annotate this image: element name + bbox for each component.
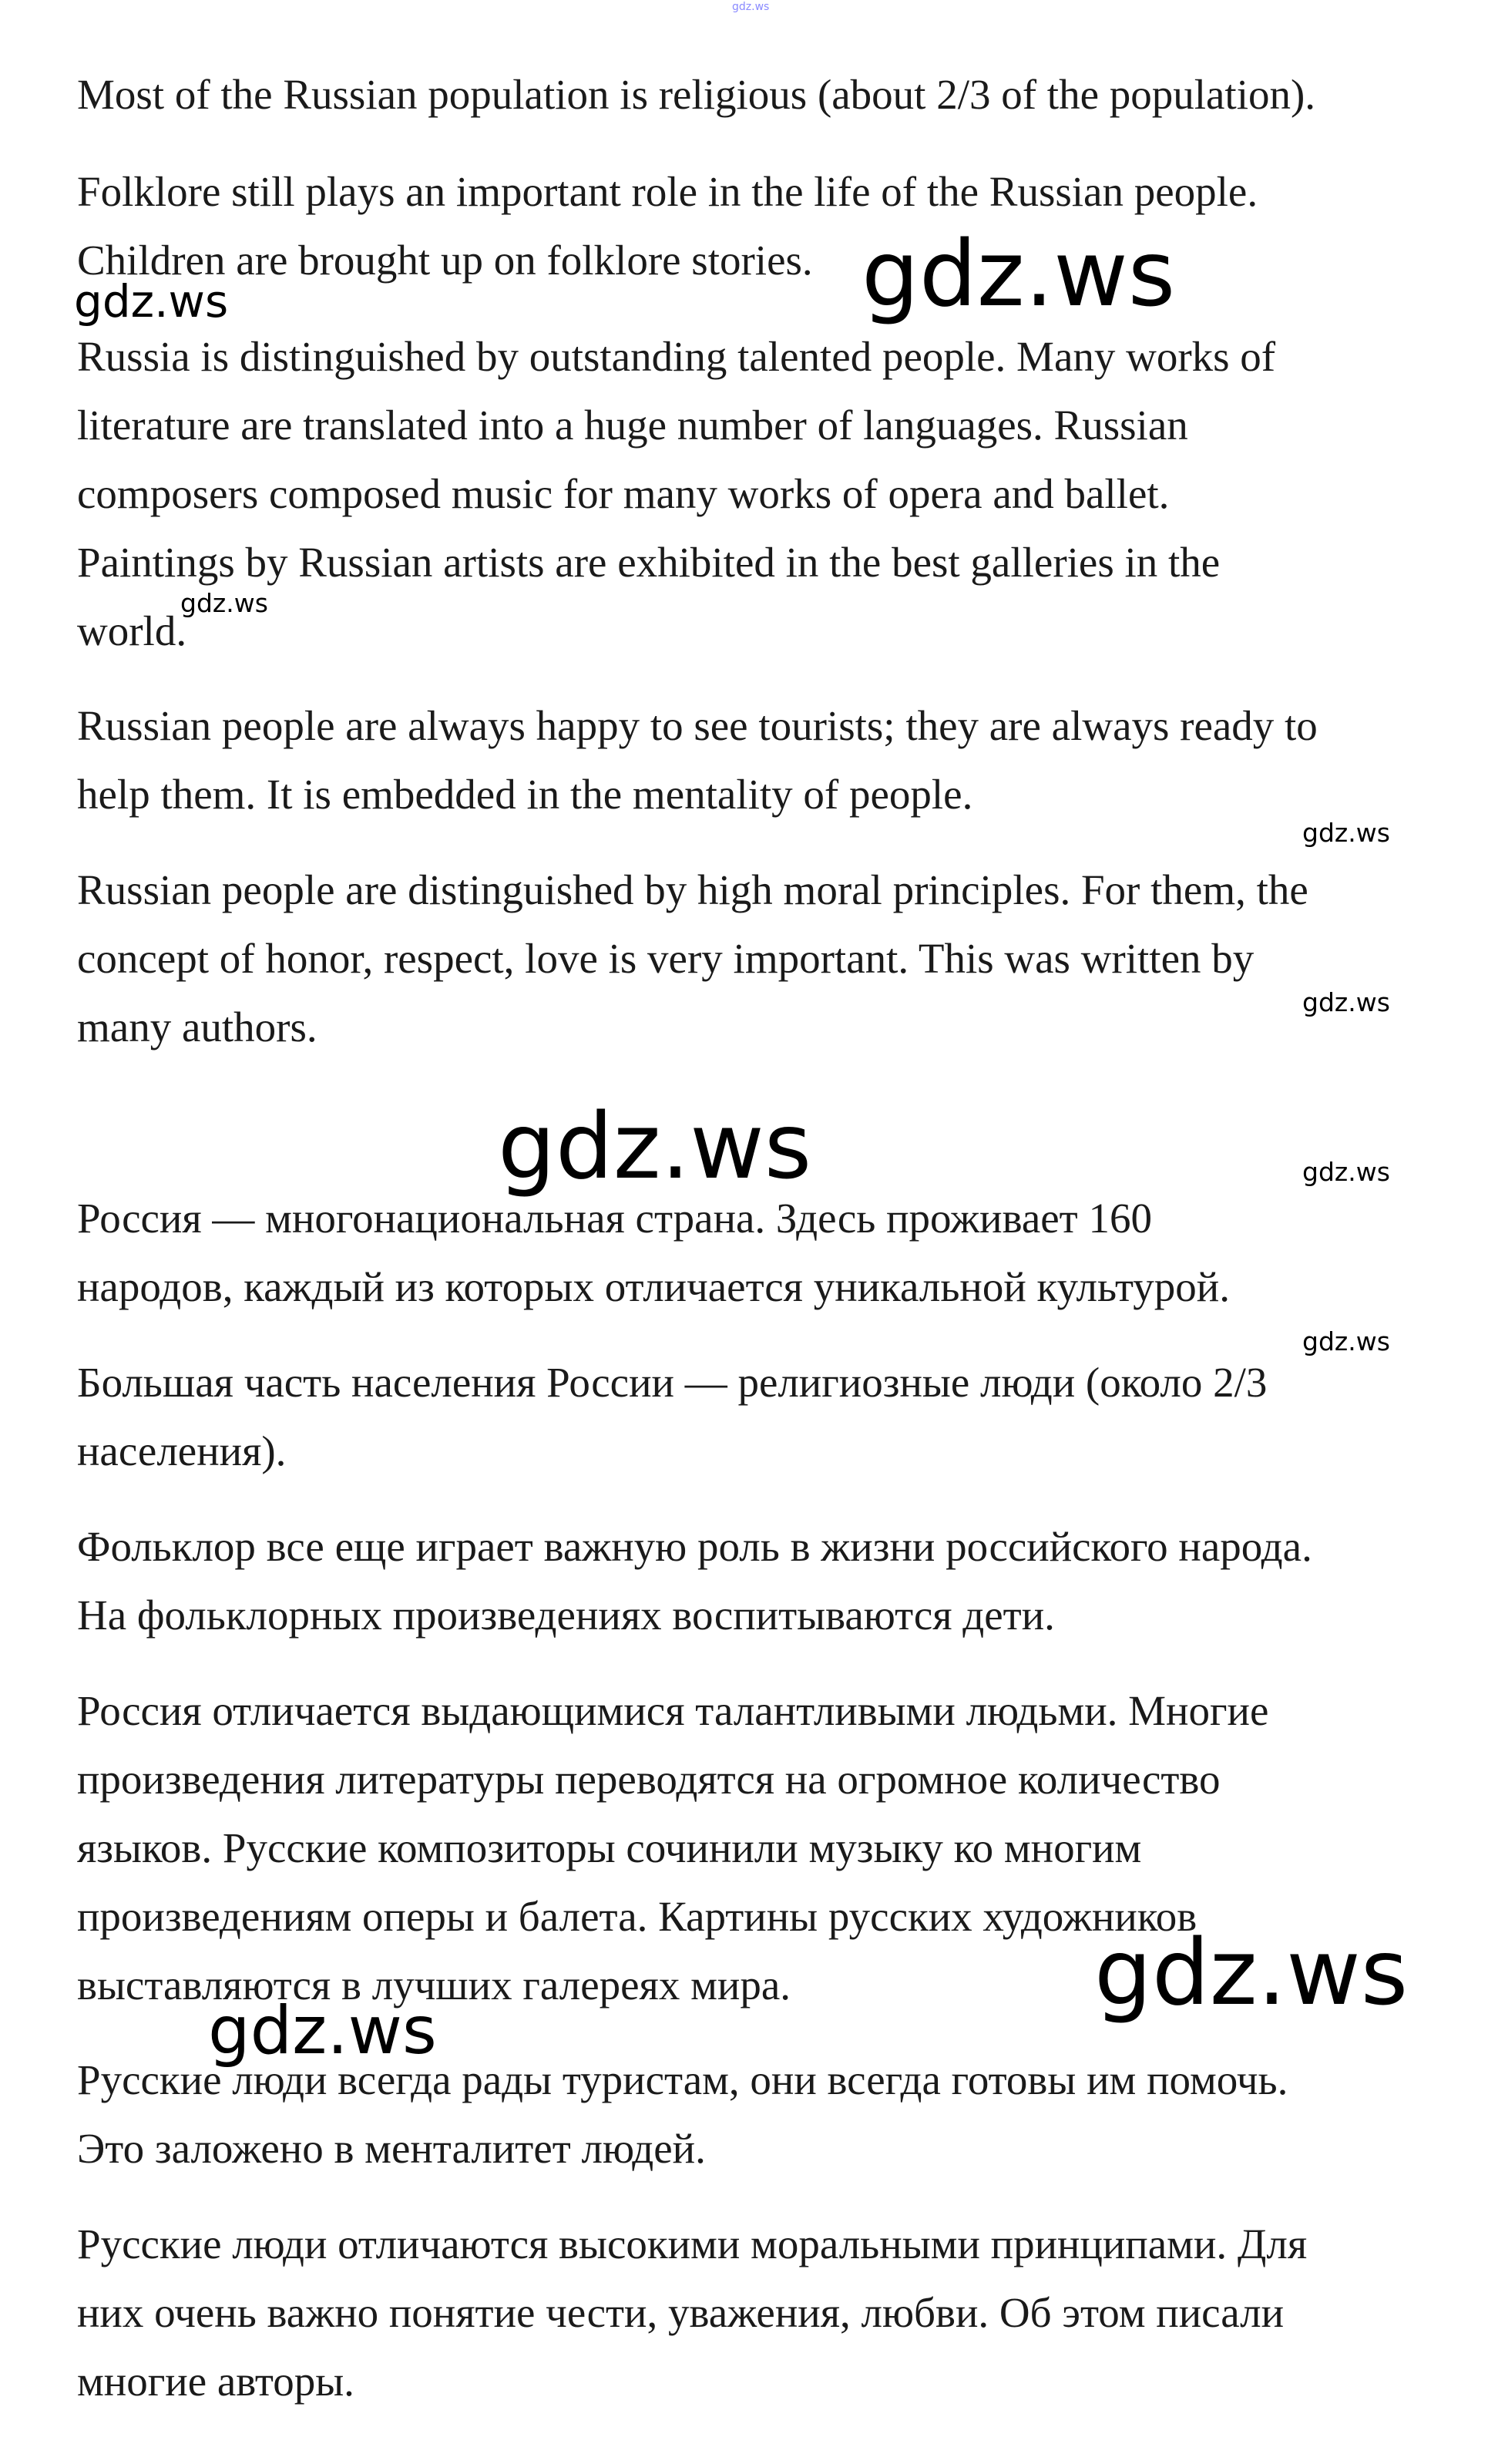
- text-line: выставляются в лучших галереях мира.: [77, 1961, 791, 2009]
- text-line: help them. It is embedded in the mentality of people.: [77, 771, 973, 818]
- paragraph-3: [77, 322, 1433, 665]
- paragraph-8: [77, 1512, 1433, 1649]
- watermark-medium: gdz.ws: [208, 1992, 437, 2069]
- paragraph-6: [77, 1184, 1433, 1321]
- text-line: Folklore still plays an important role in the life of the Russian people.: [77, 168, 1258, 215]
- paragraph-11: [77, 2210, 1433, 2415]
- text-line: many authors.: [77, 1003, 317, 1050]
- text-line: literature are translated into a huge number of languages. Russian: [77, 402, 1188, 449]
- text-line: Русские люди всегда рады туристам, они всегда готовы им помочь.: [77, 2056, 1288, 2103]
- watermark-small: gdz.ws: [1302, 1157, 1390, 1187]
- watermark-small: gdz.ws: [180, 588, 268, 618]
- text-line: composers composed music for many works of opera and ballet.: [77, 470, 1170, 517]
- text-line: многие авторы.: [77, 2358, 354, 2405]
- watermark-medium: gdz.ws: [74, 275, 229, 328]
- text-line: Россия отличается выдающимися талантливыми людьми. Многие: [77, 1687, 1269, 1734]
- watermark-large: gdz.ws: [498, 1093, 812, 1199]
- text-line: языков. Русские композиторы сочинили музыку ко многим: [77, 1824, 1142, 1871]
- watermark-small: gdz.ws: [1302, 987, 1390, 1017]
- paragraph-2: [77, 157, 1433, 294]
- text-line: Фольклор все еще играет важную роль в жизни российского народа.: [77, 1523, 1312, 1570]
- paragraph-1: [77, 60, 1433, 129]
- watermark-tiny: gdz.ws: [732, 1, 770, 13]
- text-line: Русские люди отличаются высокими моральными принципами. Для: [77, 2220, 1308, 2267]
- text-line: населения).: [77, 1427, 287, 1474]
- text-line: world.: [77, 607, 187, 654]
- text-line: Paintings by Russian artists are exhibited in the best galleries in the: [77, 539, 1221, 586]
- text-line: Это заложено в менталитет людей.: [77, 2125, 706, 2172]
- text-line: Russian people are always happy to see tourists; they are always ready to: [77, 702, 1318, 749]
- paragraph-7: [77, 1348, 1433, 1485]
- paragraph-4: [77, 691, 1433, 829]
- paragraph-5: [77, 856, 1433, 1061]
- text-line: Russian people are distinguished by high moral principles. For them, the: [77, 866, 1308, 913]
- text-line: народов, каждый из которых отличается уникальной культурой.: [77, 1263, 1230, 1310]
- text-line: Children are brought up on folklore stories.: [77, 237, 813, 284]
- text-line: Россия — многонациональная страна. Здесь проживает 160: [77, 1195, 1152, 1242]
- text-line: Большая часть населения России — религиозные люди (около 2/3: [77, 1359, 1268, 1406]
- text-line: concept of honor, respect, love is very important. This was written by: [77, 935, 1255, 982]
- text-line: На фольклорных произведениях воспитываются дети.: [77, 1592, 1055, 1639]
- watermark-small: gdz.ws: [1302, 1326, 1390, 1356]
- text-line: Russia is distinguished by outstanding talented people. Many works of: [77, 333, 1276, 380]
- watermark-large: gdz.ws: [862, 220, 1176, 327]
- text-line: произведения литературы переводятся на огромное количество: [77, 1756, 1221, 1803]
- watermark-large: gdz.ws: [1094, 1919, 1409, 2025]
- watermark-small: gdz.ws: [1302, 818, 1390, 848]
- text-line: них очень важно понятие чести, уважения, любви. Об этом писали: [77, 2289, 1285, 2336]
- text-line: произведениям оперы и балета. Картины русских художников: [77, 1893, 1197, 1940]
- text-line: Most of the Russian population is religious (about 2/3 of the population).: [77, 71, 1316, 118]
